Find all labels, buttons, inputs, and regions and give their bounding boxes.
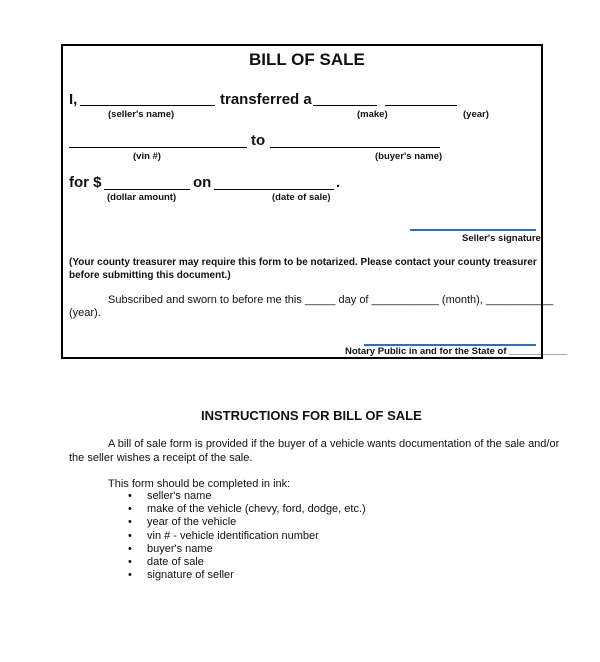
- bullet-icon: •: [128, 542, 132, 555]
- caption-buyer-name: (buyer's name): [375, 151, 443, 162]
- caption-date-of-sale: (date of sale): [272, 192, 331, 203]
- instructions-paragraph-line1: A bill of sale form is provided if the buyer of a vehicle wants documentation of the sale and/or: [108, 438, 560, 450]
- list-item: • vin # - vehicle identification number: [128, 529, 319, 542]
- caption-year: (year): [463, 109, 489, 120]
- instructions-list: [128, 490, 366, 582]
- buyer-name-line[interactable]: [270, 147, 440, 148]
- seller-name-line[interactable]: [80, 105, 215, 106]
- list-item: • year of the vehicle: [128, 516, 237, 529]
- instructions-title: INSTRUCTIONS FOR BILL OF SALE: [201, 408, 422, 423]
- row1-middle: transferred a: [220, 91, 312, 108]
- caption-seller-signature: Seller's signature: [462, 233, 541, 244]
- bullet-icon: •: [128, 529, 132, 542]
- sworn-statement-year: (year).: [69, 307, 101, 319]
- caption-notary-public: Notary Public in and for the State of ___________: [345, 346, 568, 357]
- notarize-note: (Your county treasurer may require this form to be notarized. Please contact your county treasurer before submitting this document.): [69, 257, 537, 281]
- caption-make: (make): [357, 109, 388, 120]
- dollar-amount-line[interactable]: [104, 189, 190, 190]
- list-item: • seller's name: [128, 490, 212, 502]
- bullet-icon: •: [128, 503, 132, 516]
- row2-middle: to: [251, 132, 266, 149]
- caption-vin: (vin #): [133, 151, 161, 162]
- vin-line[interactable]: [69, 147, 247, 148]
- bullet-icon: •: [128, 556, 132, 569]
- list-item: • buyer's name: [128, 542, 213, 555]
- list-item: • signature of seller: [128, 569, 234, 582]
- row3-prefix: for $: [69, 174, 102, 191]
- list-item: • date of sale: [128, 556, 204, 569]
- form-title: BILL OF SALE: [249, 50, 365, 69]
- seller-signature-line[interactable]: [410, 229, 536, 231]
- instructions-lead: This form should be completed in ink:: [108, 478, 291, 490]
- make-line[interactable]: [313, 105, 377, 106]
- sworn-statement: Subscribed and sworn to before me this _____ day of ___________ (month), ___________: [108, 294, 554, 306]
- bullet-icon: •: [128, 569, 132, 582]
- list-item: • make of the vehicle (chevy, ford, dodge, etc.): [128, 503, 366, 516]
- caption-seller-name: (seller's name): [108, 109, 175, 120]
- date-of-sale-line[interactable]: [214, 189, 334, 190]
- bullet-icon: •: [128, 490, 132, 502]
- row3-middle: on: [193, 174, 212, 191]
- row3-period: .: [336, 174, 341, 191]
- year-line[interactable]: [385, 105, 457, 106]
- caption-dollar-amount: (dollar amount): [107, 192, 177, 203]
- instructions-paragraph-line2: the seller wishes a receipt of the sale.: [69, 452, 253, 464]
- bullet-icon: •: [128, 516, 132, 529]
- row1-prefix: I,: [69, 91, 78, 108]
